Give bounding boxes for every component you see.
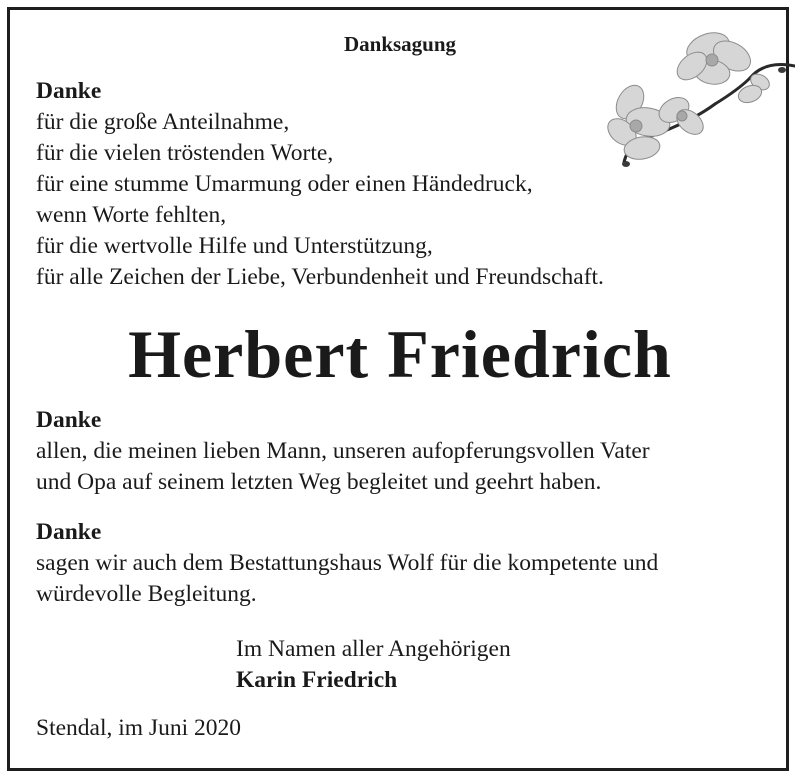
place-date: Stendal, im Juni 2020 bbox=[36, 715, 241, 741]
thanks-section-3 bbox=[36, 517, 658, 610]
thanks-line: sagen wir auch dem Bestattungshaus Wolf für die kompetente und bbox=[36, 550, 659, 576]
thanks-section-1 bbox=[36, 76, 604, 293]
thanks-title: Danke bbox=[36, 78, 102, 104]
thanks-title: Danke bbox=[36, 407, 102, 433]
notice-heading: Danksagung bbox=[343, 32, 457, 56]
signature-line: Im Namen aller Angehörigen bbox=[236, 636, 511, 662]
thanks-line: für eine stumme Umarmung oder einen Händedruck, bbox=[36, 171, 533, 197]
orchid-branch-icon bbox=[600, 22, 795, 180]
thanks-line: für die große Anteilnahme, bbox=[36, 109, 290, 135]
thanks-line: für die vielen tröstenden Worte, bbox=[36, 140, 334, 166]
thanks-line: und Opa auf seinem letzten Weg begleitet und geehrt haben. bbox=[36, 469, 602, 495]
thanks-line: für die wertvolle Hilfe und Unterstützung, bbox=[36, 233, 433, 259]
thanks-line: würdevolle Begleitung. bbox=[36, 581, 257, 607]
thanks-line: für alle Zeichen der Liebe, Verbundenheit und Freundschaft. bbox=[36, 264, 604, 290]
thanks-section-2 bbox=[36, 405, 650, 498]
deceased-name: Herbert Friedrich bbox=[128, 316, 672, 392]
signature-block bbox=[236, 634, 511, 696]
thanks-title: Danke bbox=[36, 519, 102, 545]
thanks-line: allen, die meinen lieben Mann, unseren aufopferungsvollen Vater bbox=[36, 438, 650, 464]
thanks-line: wenn Worte fehlten, bbox=[36, 202, 227, 228]
signature-name: Karin Friedrich bbox=[236, 667, 398, 693]
